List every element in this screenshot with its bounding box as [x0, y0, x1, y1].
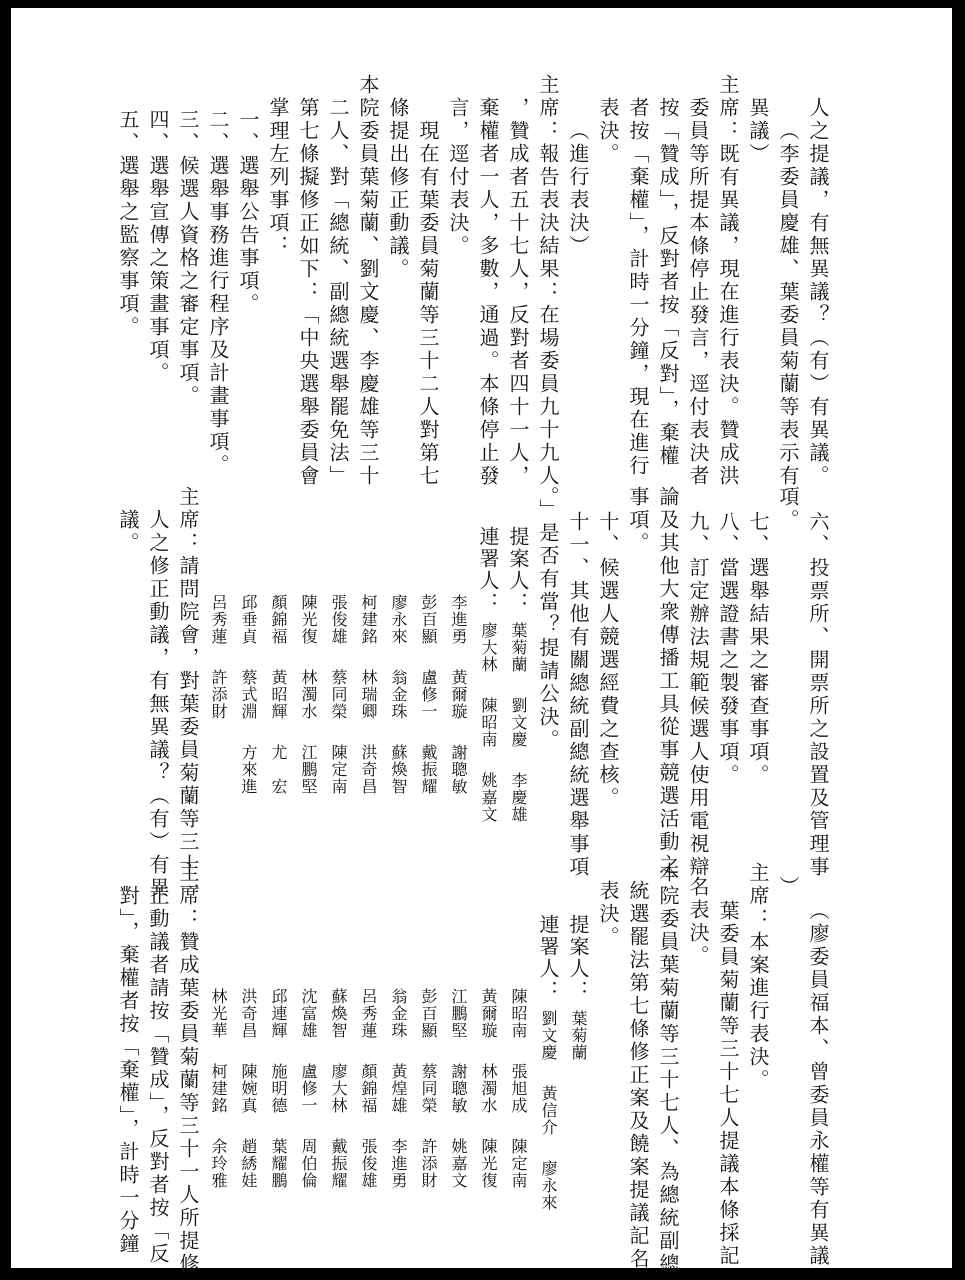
text-column: 四、選舉宣傳之策畫事項。 — [146, 109, 168, 385]
list-label: 提案人： — [506, 526, 528, 614]
legislator-name: 陳婉真 — [239, 1063, 256, 1114]
text-column: 現在有葉委員菊蘭等三十二人對第七 — [416, 120, 438, 488]
signatory-names-column — [262, 862, 292, 1254]
legislator-name: 張俊雄 — [329, 594, 346, 645]
legislator-name: 陳定南 — [509, 1138, 526, 1189]
text-column: 對」，棄權者按「棄權」，計時一分鐘 — [116, 885, 138, 1256]
text-column: 九、訂定辦法規範候選人使用電視辯 — [686, 511, 708, 879]
legislator-name: 廖大林 — [329, 1063, 346, 1114]
legislator-name: 陳光復 — [299, 594, 316, 645]
signatory-names-column — [292, 486, 322, 858]
text-column: 十一、其他有關總統副總統選舉事項 — [566, 511, 588, 879]
legislator-name: 戴振耀 — [419, 744, 436, 795]
legislator-name: 黃爾璇 — [479, 988, 496, 1039]
legislator-name: 尤 宏 — [269, 744, 286, 795]
text-column: 主席：本案進行表決。 — [746, 862, 768, 1092]
legislator-name: 黃昭輝 — [269, 669, 286, 720]
legislator-name: 盧修一 — [299, 1063, 316, 1114]
legislator-name: 沈富雄 — [299, 988, 316, 1039]
legislator-name: 洪奇昌 — [359, 744, 376, 795]
legislator-name: 林光華 — [209, 988, 226, 1039]
legislator-name: 江鵬堅 — [299, 744, 316, 795]
signatory-label-column — [502, 486, 532, 858]
list-label: 提案人： — [566, 914, 588, 1002]
text-column: 異議） — [746, 97, 768, 166]
legislator-name: 李進勇 — [449, 594, 466, 645]
tier-middle — [112, 486, 832, 900]
legislator-name: 李慶雄 — [509, 772, 526, 823]
text-column: 議。 — [116, 509, 138, 555]
text-column: 者按「棄權」，計時一分鐘，現在進行 — [626, 97, 648, 478]
legislator-name: 葉菊蘭 — [569, 1010, 586, 1061]
legislator-name: 劉文慶 — [509, 697, 526, 748]
legislator-name: 黃煌雄 — [389, 1063, 406, 1114]
text-column: 委員等所提本條停止發言，逕付表決者 — [686, 97, 708, 488]
signatory-names-column — [442, 486, 472, 858]
text-column: 十、候選人競選經費之查核。 — [596, 511, 618, 810]
text-column: 言，逕付表決。 — [446, 97, 468, 258]
signatory-names-column — [382, 486, 412, 858]
legislator-name: 林瑞卿 — [359, 669, 376, 720]
legislator-name: 呂秀蓮 — [209, 594, 226, 645]
signatory-names-column — [202, 486, 232, 858]
signatory-names-column — [412, 486, 442, 858]
text-column: ） — [776, 876, 798, 899]
legislator-name: 葉耀鵬 — [269, 1138, 286, 1189]
legislator-name: 黃爾璇 — [449, 669, 466, 720]
signatory-names-column — [382, 862, 412, 1254]
text-column: 論及其他大衆傳播工具從事競選活動之 — [656, 486, 678, 877]
text-column: 正動議者請按「贊成」，反對者按「反 — [146, 885, 168, 1266]
text-column: 六、投票所、開票所之設置及管理事 — [806, 511, 828, 879]
legislator-name: 蘇煥智 — [329, 988, 346, 1039]
text-column: 主席：請問院會，對葉委員菊蘭等三十一 — [176, 486, 198, 900]
signatory-label-column — [562, 862, 592, 1254]
signatory-names-column — [442, 862, 472, 1254]
text-column: 本院委員葉菊蘭、劉文慶、李慶雄等三十 — [356, 74, 378, 488]
legislator-name: 姚嘉文 — [479, 772, 496, 823]
signatory-names-column — [322, 862, 352, 1254]
signatory-names-column — [502, 862, 532, 1254]
legislator-name: 邱垂貞 — [239, 594, 256, 645]
legislator-name: 廖大林 — [479, 622, 496, 673]
text-column: 二、選舉事務進行程序及計畫事項。 — [206, 109, 228, 477]
text-column: 本院委員葉菊蘭等三十七人、為總統副總 — [656, 862, 678, 1276]
legislator-name: 陳光復 — [479, 1138, 496, 1189]
signatory-names-column — [292, 862, 322, 1254]
legislator-name: 陳定南 — [329, 744, 346, 795]
legislator-name: 李進勇 — [389, 1138, 406, 1189]
text-column: 項。 — [776, 486, 798, 532]
text-column: ，贊成者五十七人，反對者四十一人， — [506, 97, 528, 488]
legislator-name: 彭百顯 — [419, 988, 436, 1039]
legislator-name: 廖永來 — [389, 594, 406, 645]
legislator-name: 趙綉娃 — [239, 1138, 256, 1189]
legislator-name: 蘇煥智 — [389, 744, 406, 795]
legislator-name: 邱連輝 — [269, 988, 286, 1039]
text-column: 五、選舉之監察事項。 — [116, 109, 138, 339]
signatory-names-column — [352, 862, 382, 1254]
legislator-name: 許添財 — [209, 669, 226, 720]
text-column: 葉委員菊蘭等三十七人提議本條採記 — [716, 900, 738, 1268]
legislator-name: 謝聰敏 — [449, 744, 466, 795]
legislator-name: 謝聰敏 — [449, 1063, 466, 1114]
legislator-name: 翁金珠 — [389, 669, 406, 720]
signatory-label-column — [532, 862, 562, 1254]
legislator-name: 蔡同榮 — [329, 669, 346, 720]
legislator-name: 黃信介 — [539, 1085, 556, 1136]
legislator-name: 陳昭南 — [509, 988, 526, 1039]
text-column: 七、選舉結果之審查事項。 — [746, 511, 768, 787]
legislator-name: 翁金珠 — [389, 988, 406, 1039]
legislator-name: 方來進 — [239, 744, 256, 795]
legislator-name: 蔡式淵 — [239, 669, 256, 720]
text-column: 人之修正動議，有無異議？（有）有異 — [146, 509, 168, 900]
text-column: （進行表決） — [566, 120, 588, 258]
signatory-names-column — [232, 862, 262, 1254]
text-column: 表決。 — [596, 880, 618, 949]
text-column: 二人、對「總統、副總統選舉罷免法」 — [326, 97, 348, 488]
text-column: 掌理左列事項： — [266, 97, 288, 258]
text-column: 事項。 — [626, 486, 648, 555]
legislator-name: 顏錦福 — [359, 1063, 376, 1114]
legislator-name: 周伯倫 — [299, 1138, 316, 1189]
legislator-name: 張俊雄 — [359, 1138, 376, 1189]
text-column: 按「贊成」，反對者按「反對」，棄權 — [656, 97, 678, 468]
legislator-name: 姚嘉文 — [449, 1138, 466, 1189]
legislator-name: 余玲雅 — [209, 1138, 226, 1189]
signatory-names-column — [472, 862, 502, 1254]
text-column: （廖委員福本、曾委員永權等有異議 — [806, 900, 828, 1268]
legislator-name: 廖永來 — [539, 1160, 556, 1211]
text-column: 主席：既有異議，現在進行表決。贊成洪 — [716, 74, 738, 488]
legislator-name: 江鵬堅 — [449, 988, 466, 1039]
text-column: 表決。 — [596, 97, 618, 166]
text-column: 三、候選人資格之審定事項。 — [176, 109, 198, 408]
text-column: 主席：贊成葉委員菊蘭等三十一人所提修 — [176, 862, 198, 1276]
text-column: 。」是否有當？提請公決。 — [536, 486, 558, 752]
legislator-name: 柯建銘 — [209, 1063, 226, 1114]
text-column: 名表決。 — [686, 876, 708, 968]
legislator-name: 施明德 — [269, 1063, 286, 1114]
text-column: 八、當選證書之製發事項。 — [716, 511, 738, 787]
legislator-name: 劉文慶 — [539, 1010, 556, 1061]
text-column: 第七條擬修正如下：「中央選舉委員會 — [296, 97, 318, 488]
signatory-label-column — [472, 486, 502, 858]
text-column: 條提出修正動議。 — [386, 97, 408, 281]
signatory-names-column — [202, 862, 232, 1254]
text-column: 統選罷法第七條修正案及饒案提議記名 — [626, 880, 648, 1271]
signatory-names-column — [262, 486, 292, 858]
signatory-names-column — [352, 486, 382, 858]
legislator-name: 盧修一 — [419, 669, 436, 720]
legislator-name: 蔡同榮 — [419, 1063, 436, 1114]
legislator-name: 張旭成 — [509, 1063, 526, 1114]
legislator-name: 葉菊蘭 — [509, 622, 526, 673]
legislator-name: 戴振耀 — [329, 1138, 346, 1189]
legislator-name: 彭百顯 — [419, 594, 436, 645]
text-column: 人之提議，有無異議？（有）有異議。 — [806, 97, 828, 488]
text-column: 棄權者一人，多數，通過。本條停止發 — [476, 97, 498, 488]
gazette-page — [11, 8, 952, 1276]
text-column: 一、選舉公告事項。 — [236, 109, 258, 316]
legislator-name: 顏錦福 — [269, 594, 286, 645]
signatory-names-column — [412, 862, 442, 1254]
list-label: 連署人： — [476, 526, 498, 614]
tier-bottom — [112, 862, 832, 1276]
legislator-name: 許添財 — [419, 1138, 436, 1189]
legislator-name: 洪奇昌 — [239, 988, 256, 1039]
legislator-name: 陳昭南 — [479, 697, 496, 748]
legislator-name: 柯建銘 — [359, 594, 376, 645]
legislator-name: 呂秀蓮 — [359, 988, 376, 1039]
signatory-names-column — [322, 486, 352, 858]
legislator-name: 林濁水 — [299, 669, 316, 720]
text-column: 主席：報告表決結果：在場委員九十九人 — [536, 74, 558, 488]
text-column: （李委員慶雄、葉委員菊蘭等表示有 — [776, 120, 798, 488]
signatory-names-column — [232, 486, 262, 858]
legislator-name: 林濁水 — [479, 1063, 496, 1114]
tier-top — [112, 74, 832, 488]
list-label: 連署人： — [536, 914, 558, 1002]
